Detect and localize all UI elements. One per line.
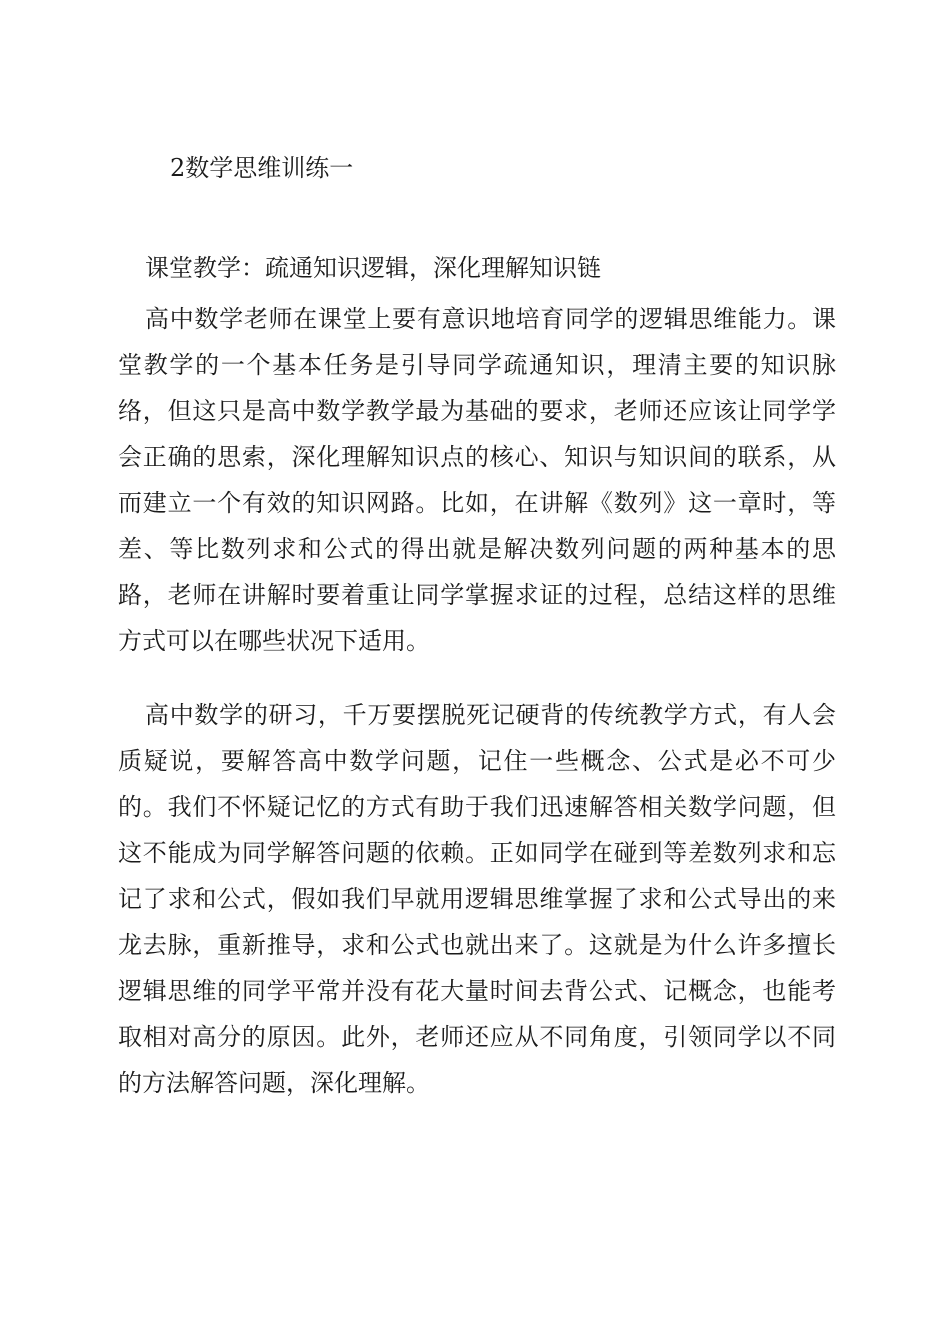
- document-title: 2数学思维训练一: [170, 154, 354, 182]
- paragraph-2: 高中数学的研习，千万要摆脱死记硬背的传统教学方式，有人会质疑说，要解答高中数学问题，记住一些概念、公式是必不可少的。我们不怀疑记忆的方式有助于我们迅速解答相关数学问题，但这不能成为同学解答问题的依赖。正如同学在碰到等差数列求和忘记了求和公式，假如我们早就用逻辑思维掌握了求和公式导出的来龙去脉，重新推导，求和公式也就出来了。这就是为什么许多擅长逻辑思维的同学平常并没有花大量时间去背公式、记概念，也能考取相对高分的原因。此外，老师还应从不同角度，引领同学以不同的方法解答问题，深化理解。: [118, 701, 836, 1097]
- paragraph-1: 高中数学老师在课堂上要有意识地培育同学的逻辑思维能力。课堂教学的一个基本任务是引导同学疏通知识，理清主要的知识脉络，但这只是高中数学教学最为基础的要求，老师还应该让同学学会正确的思索，深化理解知识点的核心、知识与知识间的联系，从而建立一个有效的知识网路。比如，在讲解《数列》这一章时，等差、等比数列求和公式的得出就是解决数列问题的两种基本的思路，老师在讲解时要着重让同学掌握求证的过程，总结这样的思维方式可以在哪些状况下适用。: [118, 305, 836, 655]
- section-heading: 课堂教学：疏通知识逻辑，深化理解知识链: [145, 254, 601, 282]
